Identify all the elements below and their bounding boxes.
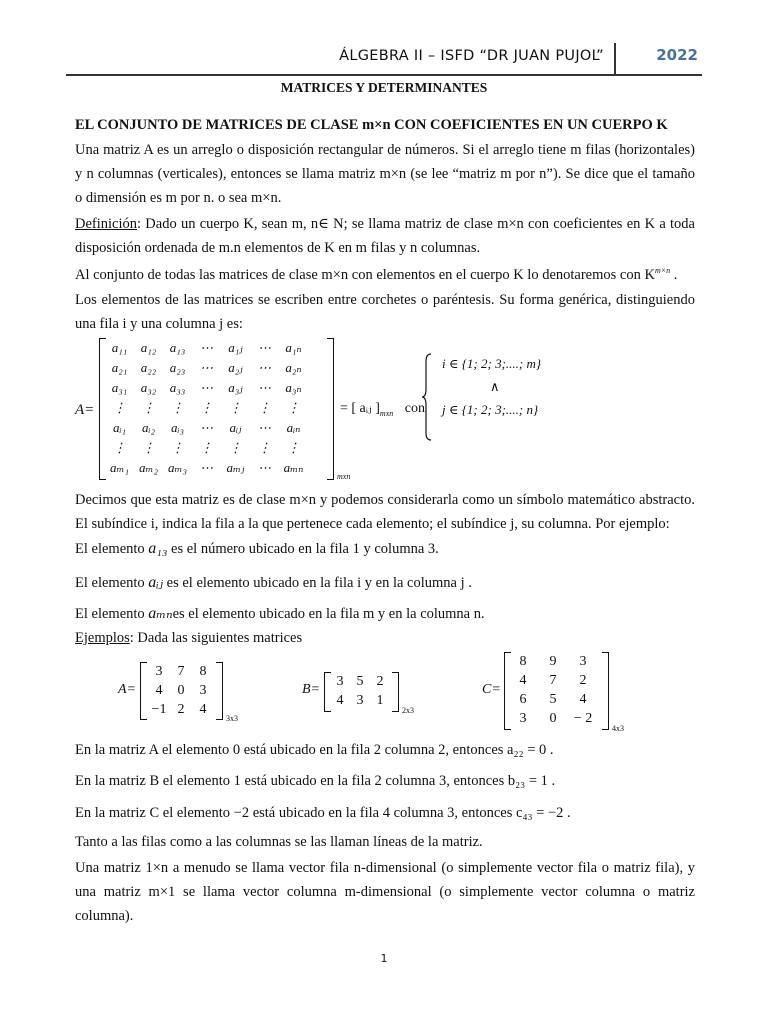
matrix-c-right-bracket bbox=[602, 652, 609, 730]
generic-matrix-cell: ⋯ bbox=[200, 420, 213, 435]
paragraph-intro: Una matriz A es un arreglo o disposición rectangular de números. Si el arreglo tiene m filas (horizontales) y n columnas (verticales), entonces se llama matriz m×n (se lee “matriz m por n”). Se dice que el tamaño o dimensión es m por n. o sea m×n. bbox=[75, 142, 695, 206]
generic-matrix-cell: ⋮ bbox=[258, 400, 271, 415]
paragraph-lines: Tanto a las filas como a las columnas se las llaman líneas de la matriz. bbox=[75, 834, 483, 850]
generic-matrix-cell: ⋯ bbox=[258, 340, 271, 355]
matrix-b-dim: 2x3 bbox=[402, 706, 414, 715]
matrix-c-cell: 8 bbox=[519, 653, 527, 669]
generic-matrix-grid bbox=[105, 338, 337, 478]
examples-line bbox=[75, 630, 302, 647]
matrix-a-dim: 3x3 bbox=[226, 714, 238, 723]
generic-matrix-cell: a₂₁ bbox=[111, 360, 128, 375]
matrix-a-cell: 2 bbox=[177, 701, 185, 717]
element-1-post: es el número ubicado en la fila 1 y columna 3. bbox=[167, 541, 439, 557]
set-superscript: m×n bbox=[654, 266, 671, 275]
matrix-a-cell: −1 bbox=[151, 701, 167, 717]
element-2-post: es el elemento ubicado en la fila i y en la columna j . bbox=[163, 575, 472, 591]
matrix-a-cell: 3 bbox=[199, 682, 207, 698]
generic-matrix-cell: aₘ₂ bbox=[139, 460, 158, 475]
matrix-compact-notation bbox=[340, 400, 425, 418]
matrix-c-grid bbox=[508, 652, 598, 728]
matrix-c-cell: 7 bbox=[549, 672, 557, 688]
set-text: Al conjunto de todas las matrices de clase m×n con elementos en el cuerpo K lo denotaremos con K bbox=[75, 266, 655, 283]
generic-matrix-cell: ⋮ bbox=[200, 400, 213, 415]
right-bracket bbox=[327, 338, 334, 480]
generic-matrix-cell: ⋯ bbox=[200, 340, 213, 355]
header-year: 2022 bbox=[656, 46, 698, 64]
example-c43: En la matriz C el elemento −2 está ubicado en la fila 4 columna 3, entonces c₄₃ = −2 . bbox=[75, 805, 571, 821]
generic-matrix-cell: a₂₂ bbox=[140, 360, 157, 375]
generic-matrix-cell: ⋯ bbox=[258, 380, 271, 395]
header-separator bbox=[614, 43, 616, 75]
element-1-symbol: a₁₃ bbox=[148, 540, 168, 557]
examples-text: : Dada las siguientes matrices bbox=[129, 630, 303, 646]
generic-matrix-cell: ⋯ bbox=[258, 460, 271, 475]
generic-matrix-cell: ⋮ bbox=[113, 400, 126, 415]
generic-matrix-cell: a₁₁ bbox=[111, 340, 128, 355]
matrix-a-cell: 7 bbox=[177, 663, 185, 679]
paragraph-definition bbox=[75, 212, 695, 260]
matrix-a-left-bracket bbox=[140, 662, 147, 720]
element-2-symbol: aᵢⱼ bbox=[148, 574, 164, 591]
generic-matrix-cell: aᵢₙ bbox=[286, 420, 301, 435]
condition-i: i ∈ {1; 2; 3;....; m} bbox=[442, 356, 542, 371]
generic-matrix-cell: a₂₃ bbox=[169, 360, 186, 375]
generic-matrix-cell: aᵢ₁ bbox=[112, 420, 127, 435]
generic-matrix-cell: a₂ₙ bbox=[285, 360, 302, 375]
example-a22: En la matriz A el elemento 0 está ubicado en la fila 2 columna 2, entonces a₂₂ = 0 . bbox=[75, 742, 554, 758]
matrix-b-right-bracket bbox=[392, 672, 399, 712]
generic-matrix-cell: ⋯ bbox=[200, 380, 213, 395]
generic-matrix-cell: ⋮ bbox=[229, 440, 242, 455]
generic-matrix-cell: ⋮ bbox=[287, 440, 300, 455]
matrix-b-cell: 2 bbox=[376, 673, 384, 689]
matrix-c-cell: 0 bbox=[549, 710, 557, 726]
generic-matrix-cell: aₘₙ bbox=[283, 460, 304, 475]
element-3-symbol: aₘₙ bbox=[148, 605, 173, 622]
generic-matrix-cell: aₘ₃ bbox=[168, 460, 187, 475]
element-example-1 bbox=[75, 540, 439, 558]
element-2-pre: El elemento bbox=[75, 575, 149, 591]
matrix-a-cell: 4 bbox=[155, 682, 163, 698]
page-title: MATRICES Y DETERMINANTES bbox=[280, 80, 488, 95]
element-3-post: es el elemento ubicado en la fila m y en la columna n. bbox=[172, 606, 485, 622]
generic-matrix-cell: a₁₃ bbox=[169, 340, 186, 355]
section-heading: EL CONJUNTO DE MATRICES DE CLASE m×n CON COEFICIENTES EN UN CUERPO K bbox=[75, 117, 668, 133]
matrix-c-dim: 4x3 bbox=[612, 724, 624, 733]
page-number: 1 bbox=[380, 952, 388, 965]
element-3-pre: El elemento bbox=[75, 606, 149, 622]
matrix-b-name: B= bbox=[302, 682, 320, 697]
matrix-a-right-bracket bbox=[216, 662, 223, 720]
generic-matrix-cell: ⋮ bbox=[287, 400, 300, 415]
compact-notation-dim: mxn bbox=[379, 408, 394, 418]
generic-matrix-cell: ⋮ bbox=[142, 440, 155, 455]
generic-matrix-cell: a₃ₙ bbox=[285, 380, 302, 395]
generic-matrix-dim: mxn bbox=[337, 472, 351, 481]
generic-matrix-cell: ⋯ bbox=[200, 360, 213, 375]
left-brace-icon bbox=[422, 353, 432, 441]
generic-matrix-name: A= bbox=[75, 402, 95, 418]
definition-label: Definición bbox=[75, 216, 138, 232]
matrix-a-name: A= bbox=[118, 682, 136, 697]
generic-matrix-cell: a₃₃ bbox=[169, 380, 186, 395]
generic-matrix-cell: ⋮ bbox=[171, 400, 184, 415]
generic-matrix-cell: ⋯ bbox=[258, 360, 271, 375]
matrix-b-cell: 5 bbox=[356, 673, 364, 689]
compact-notation: = [ aᵢⱼ ] bbox=[340, 401, 380, 416]
generic-matrix-cell: ⋮ bbox=[142, 400, 155, 415]
matrix-c-name: C= bbox=[482, 682, 501, 697]
condition-j: j ∈ {1; 2; 3;....; n} bbox=[442, 402, 539, 417]
condition-and: ∧ bbox=[490, 379, 500, 394]
matrix-c-cell: 9 bbox=[549, 653, 557, 669]
generic-matrix-cell: ⋮ bbox=[229, 400, 242, 415]
definition-text: : Dado un cuerpo K, sean m, n∈ N; se llama matriz de clase m×n con coeficientes en K a toda disposición ordenada de m.n elementos de K en m filas y n columnas. bbox=[75, 216, 695, 256]
paragraph-vectors: Una matriz 1×n a menudo se llama vector fila n-dimensional (o simplemente vector fila o matriz fila), y una matriz m×1 se llama vector columna m-dimensional (o simplemente vector columna o matriz columna). bbox=[75, 860, 695, 924]
generic-matrix-cell: a₃ⱼ bbox=[228, 380, 243, 395]
generic-matrix-cell: ⋯ bbox=[200, 460, 213, 475]
matrix-a-cell: 0 bbox=[177, 682, 185, 698]
matrix-b-grid bbox=[330, 672, 390, 710]
element-1-pre: El elemento bbox=[75, 541, 149, 557]
matrix-c-cell: 5 bbox=[549, 691, 557, 707]
paragraph-class: Decimos que esta matriz es de clase m×n y podemos considerarla como un símbolo matemático abstracto. El subíndice i, indica la fila a la que pertenece cada elemento; el subíndice j, su columna. Por ejemplo: bbox=[75, 492, 695, 532]
paragraph-elements: Los elementos de las matrices se escriben entre corchetes o paréntesis. Su forma genérica, distinguiendo una fila i y una columna j es: bbox=[75, 292, 695, 332]
con-word: con bbox=[404, 401, 425, 416]
matrix-c-cell: 3 bbox=[519, 710, 527, 726]
matrix-a-cell: 3 bbox=[155, 663, 163, 679]
generic-matrix-cell: a₁ₙ bbox=[285, 340, 302, 355]
matrix-a-cell: 4 bbox=[199, 701, 207, 717]
generic-matrix-cell: a₂ⱼ bbox=[228, 360, 243, 375]
matrix-b-cell: 3 bbox=[356, 692, 364, 708]
generic-matrix-cell: aₘ₁ bbox=[110, 460, 129, 475]
example-b23: En la matriz B el elemento 1 está ubicado en la fila 2 columna 3, entonces b₂₃ = 1 . bbox=[75, 773, 556, 789]
generic-matrix-cell: aₘⱼ bbox=[226, 460, 245, 475]
paragraph-set: Al conjunto de todas las matrices de clase m×n con elementos en el cuerpo K lo denotaremos con $K^{m\times n}$ . bbox=[75, 266, 678, 283]
generic-matrix-cell: a₃₁ bbox=[111, 380, 128, 395]
generic-matrix-cell: a₁ⱼ bbox=[228, 340, 243, 355]
matrix-a-cell: 8 bbox=[199, 663, 207, 679]
generic-matrix-cell: aᵢ₃ bbox=[170, 420, 185, 435]
element-example-3 bbox=[75, 603, 485, 623]
generic-matrix-cell: ⋮ bbox=[200, 440, 213, 455]
element-example-2 bbox=[75, 572, 472, 592]
matrix-c-cell: 3 bbox=[579, 653, 587, 669]
generic-matrix-cell: aᵢⱼ bbox=[229, 420, 242, 435]
generic-matrix-cell: a₃₂ bbox=[140, 380, 157, 395]
generic-matrix-cell: ⋮ bbox=[113, 440, 126, 455]
generic-matrix-cell: aᵢ₂ bbox=[141, 420, 156, 435]
matrix-b-cell: 4 bbox=[336, 692, 344, 708]
matrix-c-cell: 6 bbox=[519, 691, 527, 707]
matrix-c-cell: 2 bbox=[579, 672, 587, 688]
header-title: ÁLGEBRA II – ISFD “DR JUAN PUJOL” bbox=[339, 48, 604, 64]
generic-matrix-cell: ⋮ bbox=[171, 440, 184, 455]
generic-matrix-cell: a₁₂ bbox=[140, 340, 157, 355]
matrix-b-cell: 1 bbox=[376, 692, 384, 708]
matrix-c-cell: 4 bbox=[579, 691, 587, 707]
generic-matrix-cell: ⋮ bbox=[258, 440, 271, 455]
generic-matrix-cell: ⋯ bbox=[258, 420, 271, 435]
matrix-b-cell: 3 bbox=[336, 673, 344, 689]
examples-label: Ejemplos bbox=[75, 630, 130, 646]
page-header bbox=[66, 40, 702, 76]
matrix-c-cell: − 2 bbox=[573, 710, 593, 726]
matrix-a-grid bbox=[148, 662, 214, 719]
matrix-c-cell: 4 bbox=[519, 672, 527, 688]
